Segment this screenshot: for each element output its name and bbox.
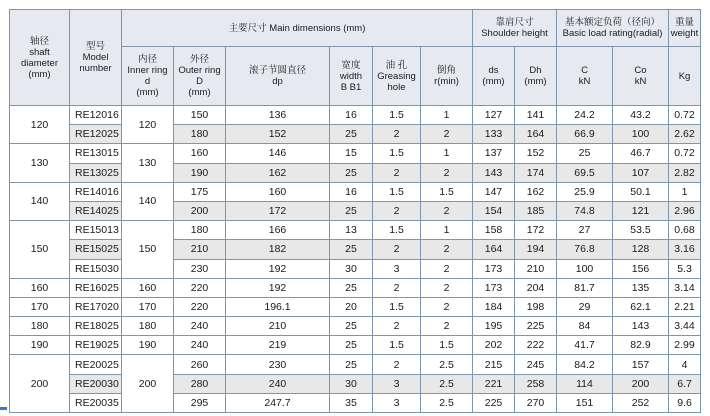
cell-greasing-hole: 1.5	[373, 297, 421, 316]
cell-ds: 133	[473, 125, 515, 144]
cell-width: 25	[330, 278, 373, 297]
cell-c: 29	[557, 297, 613, 316]
cell-roller-pitch: 162	[226, 163, 330, 182]
cell-outer-ring: 175	[174, 182, 226, 201]
cell-greasing-hole: 2	[373, 317, 421, 336]
cell-ds: 143	[473, 163, 515, 182]
cell-inner-ring: 180	[122, 317, 174, 336]
cell-greasing-hole: 3	[373, 374, 421, 393]
cell-shaft-diameter: 190	[10, 336, 70, 355]
table-row	[10, 144, 701, 163]
cell-width: 35	[330, 393, 373, 412]
table-row	[10, 201, 701, 220]
cell-greasing-hole: 2	[373, 163, 421, 182]
cell-shaft-diameter: 170	[10, 297, 70, 316]
table-header	[10, 10, 701, 106]
cell-shaft-diameter: 140	[10, 182, 70, 220]
cell-width: 16	[330, 182, 373, 201]
cell-c: 114	[557, 374, 613, 393]
spec-table-container	[9, 9, 701, 413]
cell-kg: 4	[669, 355, 701, 374]
cell-chamfer: 2	[421, 259, 473, 278]
cell-greasing-hole: 1.5	[373, 221, 421, 240]
cell-kg: 3.14	[669, 278, 701, 297]
cell-outer-ring: 200	[174, 201, 226, 220]
cell-width: 25	[330, 240, 373, 259]
cell-co: 50.1	[613, 182, 669, 201]
table-row	[10, 221, 701, 240]
cell-greasing-hole: 1.5	[373, 336, 421, 355]
cell-greasing-hole: 1.5	[373, 106, 421, 125]
cell-chamfer: 1.5	[421, 182, 473, 201]
header-shoulder-height: 靠肩尺寸 Shoulder height	[473, 10, 557, 47]
cell-roller-pitch: 210	[226, 317, 330, 336]
table-row	[10, 125, 701, 144]
cell-shaft-diameter: 130	[10, 144, 70, 182]
cell-roller-pitch: 146	[226, 144, 330, 163]
cell-greasing-hole: 2	[373, 125, 421, 144]
cell-c: 81.7	[557, 278, 613, 297]
cell-dh: 172	[515, 221, 557, 240]
cell-kg: 2.62	[669, 125, 701, 144]
cell-ds: 137	[473, 144, 515, 163]
cell-co: 107	[613, 163, 669, 182]
cell-width: 25	[330, 163, 373, 182]
corner-marker	[0, 407, 7, 410]
cell-ds: 158	[473, 221, 515, 240]
table-row	[10, 297, 701, 316]
cell-model-number: RE15013	[70, 221, 122, 240]
cell-inner-ring: 130	[122, 144, 174, 182]
cell-width: 25	[330, 125, 373, 144]
cell-greasing-hole: 1.5	[373, 182, 421, 201]
cell-chamfer: 2.5	[421, 374, 473, 393]
cell-c: 41.7	[557, 336, 613, 355]
cell-width: 30	[330, 374, 373, 393]
cell-dh: 245	[515, 355, 557, 374]
cell-ds: 215	[473, 355, 515, 374]
table-row	[10, 336, 701, 355]
cell-outer-ring: 260	[174, 355, 226, 374]
cell-kg: 1	[669, 182, 701, 201]
cell-model-number: RE18025	[70, 317, 122, 336]
cell-dh: 185	[515, 201, 557, 220]
cell-c: 66.9	[557, 125, 613, 144]
cell-width: 30	[330, 259, 373, 278]
cell-ds: 184	[473, 297, 515, 316]
cell-c: 24.2	[557, 106, 613, 125]
cell-greasing-hole: 3	[373, 393, 421, 412]
cell-chamfer: 2.5	[421, 355, 473, 374]
cell-ds: 221	[473, 374, 515, 393]
cell-width: 25	[330, 355, 373, 374]
table-row	[10, 374, 701, 393]
cell-roller-pitch: 230	[226, 355, 330, 374]
cell-roller-pitch: 152	[226, 125, 330, 144]
cell-width: 13	[330, 221, 373, 240]
header-weight: 重量 weight	[669, 10, 701, 47]
cell-c: 84	[557, 317, 613, 336]
cell-dh: 198	[515, 297, 557, 316]
cell-shaft-diameter: 200	[10, 355, 70, 413]
cell-co: 135	[613, 278, 669, 297]
cell-model-number: RE20025	[70, 355, 122, 374]
cell-model-number: RE12016	[70, 106, 122, 125]
cell-roller-pitch: 160	[226, 182, 330, 201]
cell-greasing-hole: 3	[373, 259, 421, 278]
cell-dh: 162	[515, 182, 557, 201]
cell-chamfer: 1	[421, 144, 473, 163]
cell-shaft-diameter: 160	[10, 278, 70, 297]
cell-dh: 174	[515, 163, 557, 182]
cell-kg: 2.82	[669, 163, 701, 182]
header-dh: Dh (mm)	[515, 47, 557, 106]
cell-co: 143	[613, 317, 669, 336]
header-ds: ds (mm)	[473, 47, 515, 106]
cell-greasing-hole: 2	[373, 240, 421, 259]
table-row	[10, 278, 701, 297]
cell-width: 16	[330, 106, 373, 125]
cell-outer-ring: 230	[174, 259, 226, 278]
cell-co: 46.7	[613, 144, 669, 163]
cell-model-number: RE15025	[70, 240, 122, 259]
header-load-rating: 基本额定负荷（径向） Basic load rating(radial)	[557, 10, 669, 47]
cell-model-number: RE20030	[70, 374, 122, 393]
cell-inner-ring: 200	[122, 355, 174, 413]
cell-dh: 164	[515, 125, 557, 144]
table-row	[10, 163, 701, 182]
cell-kg: 0.68	[669, 221, 701, 240]
header-main-dimensions: 主要尺寸 Main dimensions (mm)	[122, 10, 473, 47]
header-co: Co kN	[613, 47, 669, 106]
cell-c: 76.8	[557, 240, 613, 259]
header-kg: Kg	[669, 47, 701, 106]
cell-model-number: RE12025	[70, 125, 122, 144]
table-row	[10, 317, 701, 336]
cell-ds: 173	[473, 259, 515, 278]
cell-outer-ring: 220	[174, 278, 226, 297]
cell-c: 84.2	[557, 355, 613, 374]
cell-outer-ring: 220	[174, 297, 226, 316]
cell-outer-ring: 295	[174, 393, 226, 412]
cell-c: 25	[557, 144, 613, 163]
cell-ds: 225	[473, 393, 515, 412]
cell-width: 25	[330, 201, 373, 220]
table-row	[10, 240, 701, 259]
cell-kg: 0.72	[669, 144, 701, 163]
cell-roller-pitch: 247.7	[226, 393, 330, 412]
cell-co: 43.2	[613, 106, 669, 125]
cell-chamfer: 2	[421, 201, 473, 220]
cell-model-number: RE13025	[70, 163, 122, 182]
cell-co: 53.5	[613, 221, 669, 240]
cell-roller-pitch: 182	[226, 240, 330, 259]
table-body	[10, 106, 701, 413]
header-roller-pitch: 滚子节圆直径 dp	[226, 47, 330, 106]
cell-co: 200	[613, 374, 669, 393]
cell-chamfer: 2	[421, 240, 473, 259]
cell-roller-pitch: 192	[226, 278, 330, 297]
cell-kg: 2.21	[669, 297, 701, 316]
cell-c: 151	[557, 393, 613, 412]
cell-outer-ring: 280	[174, 374, 226, 393]
cell-chamfer: 2	[421, 317, 473, 336]
cell-dh: 152	[515, 144, 557, 163]
cell-ds: 195	[473, 317, 515, 336]
cell-co: 121	[613, 201, 669, 220]
table-row	[10, 106, 701, 125]
cell-greasing-hole: 2	[373, 355, 421, 374]
header-width: 宽度 width B B1	[330, 47, 373, 106]
cell-chamfer: 1	[421, 221, 473, 240]
cell-outer-ring: 240	[174, 317, 226, 336]
cell-greasing-hole: 2	[373, 201, 421, 220]
cell-model-number: RE19025	[70, 336, 122, 355]
cell-inner-ring: 140	[122, 182, 174, 220]
header-c: C kN	[557, 47, 613, 106]
cell-outer-ring: 190	[174, 163, 226, 182]
cell-c: 27	[557, 221, 613, 240]
cell-model-number: RE13015	[70, 144, 122, 163]
cell-c: 100	[557, 259, 613, 278]
cell-width: 25	[330, 336, 373, 355]
cell-ds: 127	[473, 106, 515, 125]
cell-roller-pitch: 136	[226, 106, 330, 125]
cell-outer-ring: 160	[174, 144, 226, 163]
cell-width: 25	[330, 317, 373, 336]
header-greasing-hole: 油 孔 Greasing hole	[373, 47, 421, 106]
cell-kg: 3.44	[669, 317, 701, 336]
cell-roller-pitch: 166	[226, 221, 330, 240]
cell-kg: 3.16	[669, 240, 701, 259]
cell-dh: 210	[515, 259, 557, 278]
header-shaft-diameter: 轴径 shaft diameter (mm)	[10, 10, 70, 106]
table-row	[10, 355, 701, 374]
cell-shaft-diameter: 120	[10, 106, 70, 144]
cell-chamfer: 1	[421, 106, 473, 125]
cell-dh: 222	[515, 336, 557, 355]
cell-kg: 2.96	[669, 201, 701, 220]
cell-co: 157	[613, 355, 669, 374]
cell-inner-ring: 170	[122, 297, 174, 316]
cell-shaft-diameter: 150	[10, 221, 70, 279]
cell-roller-pitch: 219	[226, 336, 330, 355]
cell-chamfer: 2	[421, 163, 473, 182]
cell-co: 128	[613, 240, 669, 259]
cell-shaft-diameter: 180	[10, 317, 70, 336]
cell-model-number: RE15030	[70, 259, 122, 278]
cell-inner-ring: 160	[122, 278, 174, 297]
cell-roller-pitch: 196.1	[226, 297, 330, 316]
cell-dh: 194	[515, 240, 557, 259]
cell-model-number: RE14025	[70, 201, 122, 220]
cell-chamfer: 2	[421, 297, 473, 316]
cell-chamfer: 2	[421, 125, 473, 144]
cell-chamfer: 1.5	[421, 336, 473, 355]
header-inner-ring: 内径 Inner ring d (mm)	[122, 47, 174, 106]
header-chamfer: 倒角 r(min)	[421, 47, 473, 106]
cell-dh: 204	[515, 278, 557, 297]
header-model-number: 型号 Model number	[70, 10, 122, 106]
cell-kg: 5.3	[669, 259, 701, 278]
cell-model-number: RE17020	[70, 297, 122, 316]
cell-greasing-hole: 1.5	[373, 144, 421, 163]
cell-kg: 9.6	[669, 393, 701, 412]
cell-model-number: RE16025	[70, 278, 122, 297]
cell-ds: 202	[473, 336, 515, 355]
cell-roller-pitch: 172	[226, 201, 330, 220]
table-row	[10, 182, 701, 201]
cell-c: 25.9	[557, 182, 613, 201]
cell-model-number: RE14016	[70, 182, 122, 201]
bearing-spec-table	[9, 9, 701, 413]
cell-roller-pitch: 192	[226, 259, 330, 278]
cell-kg: 6.7	[669, 374, 701, 393]
cell-roller-pitch: 240	[226, 374, 330, 393]
cell-outer-ring: 180	[174, 125, 226, 144]
cell-outer-ring: 210	[174, 240, 226, 259]
cell-inner-ring: 190	[122, 336, 174, 355]
cell-ds: 173	[473, 278, 515, 297]
cell-dh: 225	[515, 317, 557, 336]
cell-kg: 0.72	[669, 106, 701, 125]
cell-co: 100	[613, 125, 669, 144]
cell-width: 15	[330, 144, 373, 163]
cell-ds: 147	[473, 182, 515, 201]
cell-co: 82.9	[613, 336, 669, 355]
table-row	[10, 259, 701, 278]
cell-dh: 141	[515, 106, 557, 125]
cell-greasing-hole: 2	[373, 278, 421, 297]
cell-inner-ring: 150	[122, 221, 174, 279]
cell-outer-ring: 240	[174, 336, 226, 355]
cell-outer-ring: 180	[174, 221, 226, 240]
cell-co: 62.1	[613, 297, 669, 316]
cell-inner-ring: 120	[122, 106, 174, 144]
cell-co: 252	[613, 393, 669, 412]
header-outer-ring: 外径 Outer ring D (mm)	[174, 47, 226, 106]
cell-kg: 2.99	[669, 336, 701, 355]
cell-width: 20	[330, 297, 373, 316]
cell-outer-ring: 150	[174, 106, 226, 125]
cell-chamfer: 2	[421, 278, 473, 297]
cell-chamfer: 2.5	[421, 393, 473, 412]
cell-co: 156	[613, 259, 669, 278]
cell-c: 74.8	[557, 201, 613, 220]
cell-dh: 258	[515, 374, 557, 393]
table-row	[10, 393, 701, 412]
cell-dh: 270	[515, 393, 557, 412]
cell-ds: 154	[473, 201, 515, 220]
cell-ds: 164	[473, 240, 515, 259]
cell-c: 69.5	[557, 163, 613, 182]
cell-model-number: RE20035	[70, 393, 122, 412]
